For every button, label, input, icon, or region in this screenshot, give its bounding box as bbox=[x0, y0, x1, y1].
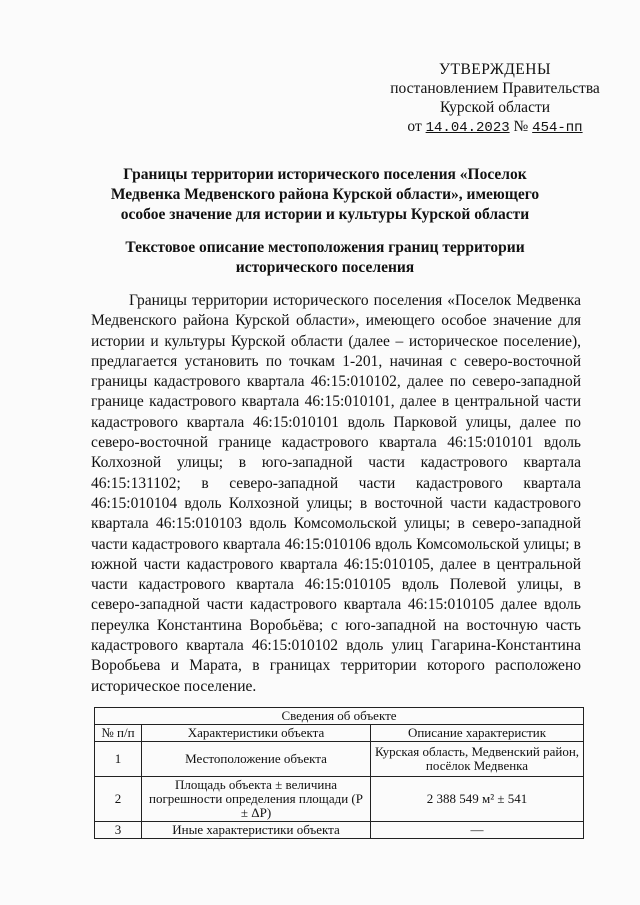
section-title: Текстовое описание местоположения границ территории исторического поселения bbox=[125, 239, 525, 276]
number-value: 454-пп bbox=[532, 120, 583, 136]
approval-line-2: Курской области bbox=[439, 99, 551, 116]
date-prefix: от bbox=[407, 118, 422, 135]
approval-line-1: постановлением Правительства bbox=[390, 80, 600, 97]
approval-date-line bbox=[365, 117, 625, 138]
approval-title: УТВЕРЖДЕНЫ bbox=[439, 61, 551, 78]
header-characteristic: Характеристики объекта bbox=[142, 725, 371, 742]
body-paragraph: Границы территории исторического поселения «Поселок Медвенка Медвенского района Курской области», имеющего особое значение для истории и культуры Курской области (далее – историческое поселение), предлагается установить по точкам 1-201, начиная с северо-восточной границы кадастрового квартала 46:15:010102, далее по северо-западной границе кадастрового квартала 46:15:010101, далее в центральной части кадастрового квартала 46:15:010101 вдоль Парковой улицы, далее по северо-восточной границе кадастрового квартала 46:15:010101 вдоль Колхозной улицы; в юго-западной части кадастрового квартала 46:15:131102; в северо-западной части кадастрового квартала 46:15:010104 вдоль Колхозной улицы; в восточной части кадастрового квартала 46:15:010103 вдоль Комсомольской улицы; в северо-западной части кадастрового квартала 46:15:010106 вдоль Комсомольской улицы; в южной части кадастрового квартала 46:15:010105, далее в центральной части кадастрового квартала 46:15:010105 вдоль Полевой улицы, в северо-западной части кадастрового квартала 46:15:010105 далее вдоль переулка Константина Воробьёва; с юго-западной на восточную часть кадастрового квартала 46:15:010102 вдоль улиц Гагарина-Константина Воробьева и Марата, в границах территории которого расположено историческое поселение. bbox=[91, 292, 581, 695]
number-prefix: № bbox=[513, 118, 529, 135]
object-info-table bbox=[94, 707, 584, 839]
row-description: — bbox=[371, 822, 584, 839]
row-characteristic: Иные характеристики объекта bbox=[142, 822, 371, 839]
row-number: 3 bbox=[95, 822, 142, 839]
approval-block bbox=[365, 60, 625, 138]
row-characteristic: Местоположение объекта bbox=[142, 742, 371, 777]
header-description: Описание характеристик bbox=[371, 725, 584, 742]
table-header-row bbox=[95, 725, 584, 742]
table-row bbox=[95, 777, 584, 822]
row-characteristic: Площадь объекта ± величина погрешности определения площади (P ± ΔP) bbox=[142, 777, 371, 822]
table-caption-row bbox=[95, 708, 584, 725]
row-description: Курская область, Медвенский район, посёлок Медвенка bbox=[371, 742, 584, 777]
date-value: 14.04.2023 bbox=[425, 120, 510, 136]
row-description: 2 388 549 м² ± 541 bbox=[371, 777, 584, 822]
document-title: Границы территории исторического поселения «Поселок Медвенка Медвенского района Курской области», имеющего особое значение для истории и культуры Курской области bbox=[110, 166, 540, 223]
row-number: 2 bbox=[95, 777, 142, 822]
row-number: 1 bbox=[95, 742, 142, 777]
table-caption: Сведения об объекте bbox=[95, 708, 584, 725]
header-number: № п/п bbox=[95, 725, 142, 742]
table-row bbox=[95, 742, 584, 777]
table-row bbox=[95, 822, 584, 839]
